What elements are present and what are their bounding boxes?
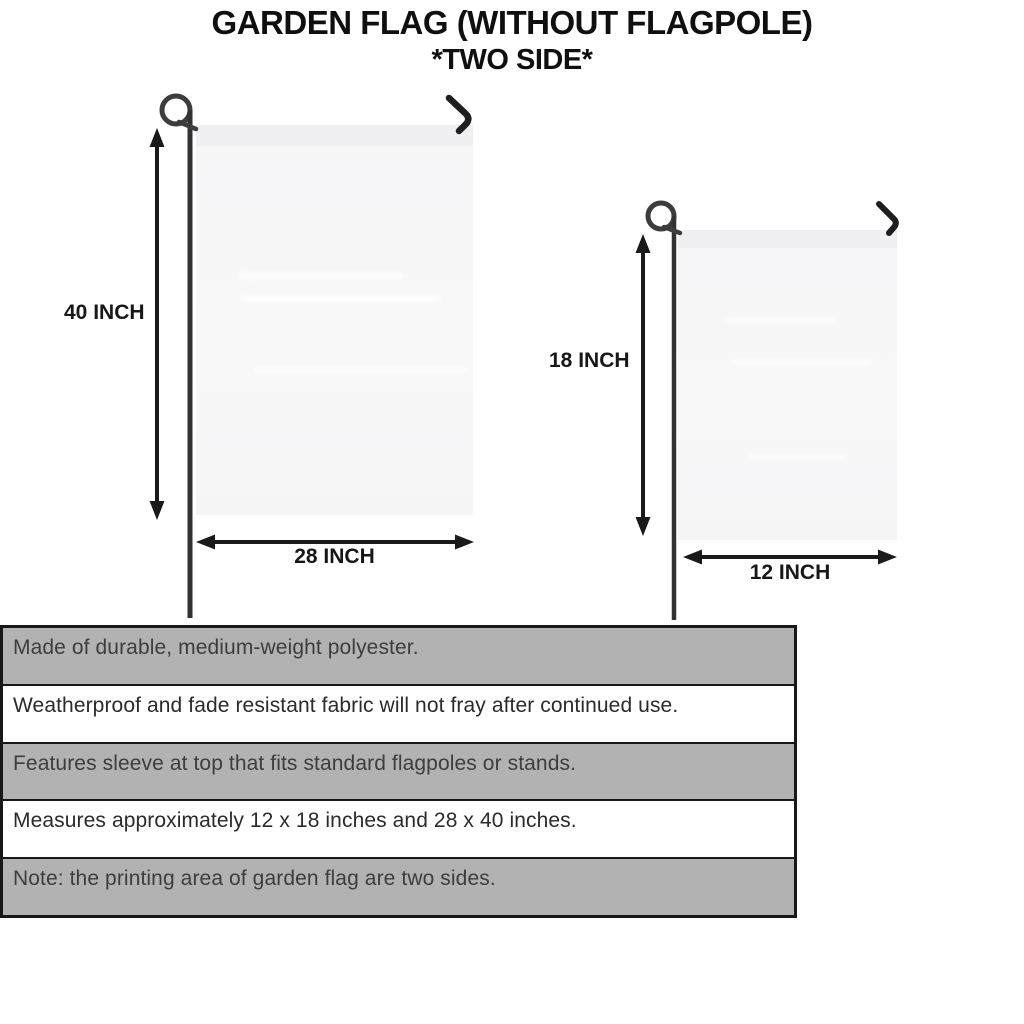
table-row	[3, 859, 794, 915]
large-flag-height-label: 40 INCH	[64, 301, 145, 324]
fabric-fold-highlight	[726, 318, 836, 323]
feature-text: Note: the printing area of garden flag are two sides.	[13, 867, 496, 891]
small-flag-height-label: 18 INCH	[549, 349, 630, 372]
feature-text: Weatherproof and fade resistant fabric will not fray after continued use.	[13, 693, 679, 717]
fabric-fold-highlight	[748, 455, 848, 460]
page-subtitle: *TWO SIDE*	[431, 44, 593, 76]
page-title: GARDEN FLAG (WITHOUT FLAGPOLE)	[211, 4, 813, 41]
small-flag-sleeve	[678, 230, 897, 248]
fabric-fold-highlight	[238, 273, 403, 279]
table-row	[3, 686, 794, 744]
table-row	[3, 801, 794, 859]
fabric-fold-highlight	[254, 368, 469, 373]
small-height-dimension-arrow	[636, 234, 651, 536]
feature-text: Features sleeve at top that fits standard flagpoles or stands.	[13, 751, 577, 775]
large-flagpole	[162, 96, 196, 618]
small-flag-width-label: 12 INCH	[749, 561, 831, 584]
large-flag-width-label: 28 INCH	[294, 545, 375, 568]
small-flag-hook-icon	[879, 204, 896, 233]
feature-text: Measures approximately 12 x 18 inches and 28 x 40 inches.	[13, 809, 577, 833]
large-flag-sleeve	[196, 125, 473, 146]
large-flag-image	[196, 125, 473, 515]
features-table	[0, 625, 797, 918]
fabric-fold-highlight	[733, 360, 873, 365]
large-height-dimension-arrow	[150, 128, 165, 520]
feature-text: Made of durable, medium-weight polyester.	[13, 636, 419, 659]
small-flag-image	[678, 230, 897, 540]
small-flagpole	[648, 203, 680, 620]
table-row	[3, 628, 794, 686]
fabric-fold-highlight	[241, 296, 441, 302]
table-row	[3, 744, 794, 802]
